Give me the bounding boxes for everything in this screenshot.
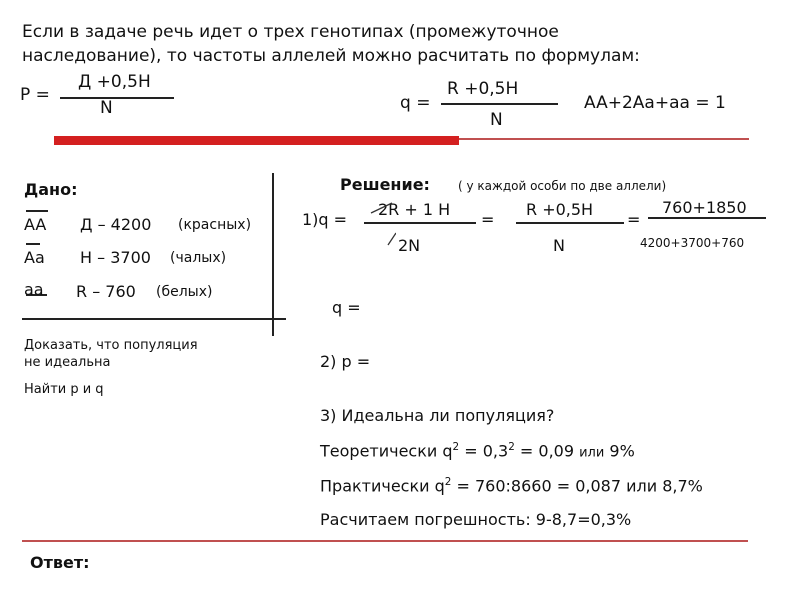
formula-q-numerator: R +0,5H <box>447 79 519 99</box>
formula-q-lhs: q = <box>400 93 431 113</box>
frac3-denominator: 4200+3700+760 <box>640 236 745 250</box>
answer-rule <box>22 540 748 542</box>
solution-subtitle: ( у каждой особи по две аллели) <box>458 179 667 193</box>
frac3-bar <box>648 217 766 219</box>
given-note-red: (красных) <box>178 217 252 233</box>
formula-p-fraction-bar <box>60 97 174 99</box>
frac2-bar <box>516 222 624 224</box>
formula-p-denominator: N <box>100 98 113 118</box>
theory-or: или <box>579 445 605 461</box>
given-genotype-aa-hetero: Aa <box>24 248 45 267</box>
error-line: Расчитаем погрешность: 9-8,7=0,3% <box>320 510 632 529</box>
practice-rest: = 760:8660 = 0,087 или 8,7% <box>451 476 703 496</box>
given-note-roan: (чалых) <box>170 250 227 266</box>
accent-bar <box>54 136 459 145</box>
intro-line-2: наследование), то частоты аллелей можно расчитать по формулам: <box>22 46 640 66</box>
cancel-strokes <box>366 193 396 263</box>
theory-value: = 0,09 <box>514 441 580 461</box>
given-horizontal-divider <box>22 318 286 320</box>
find-line: Найти р и q <box>24 382 104 397</box>
practice-line <box>320 476 703 495</box>
theory-mid: = 0,3 <box>459 441 509 461</box>
frac3-numerator: 760+1850 <box>662 198 747 217</box>
solution-title: Решение: <box>340 175 430 194</box>
frac1-denominator: 2N <box>398 236 421 255</box>
theory-sup: 2 <box>452 441 460 453</box>
frac1-numerator: 2R + 1 H <box>378 200 451 219</box>
cancel-stroke-top <box>371 203 392 213</box>
given-genotype-aa-recessive: aa <box>24 280 44 299</box>
formula-q-fraction-bar <box>441 103 558 105</box>
accent-rule <box>459 138 749 140</box>
given-label-h: H – 3700 <box>80 248 151 267</box>
intro-line-1: Если в задаче речь идет о трех генотипах (промежуточное <box>22 22 559 42</box>
frac2-denominator: N <box>553 236 565 255</box>
prove-line-2: не идеальна <box>24 355 111 370</box>
prove-line-1: Доказать, что популяция <box>24 338 198 353</box>
formula-p-lhs: P = <box>20 85 50 105</box>
formula-q-denominator: N <box>490 110 503 130</box>
given-vertical-divider <box>272 173 274 336</box>
equals-1: = <box>481 210 495 229</box>
theory-prefix: Теоретически q <box>320 441 453 461</box>
frac2-numerator: R +0,5H <box>526 200 594 219</box>
step2-p: 2) p = <box>320 352 371 371</box>
step3-question: 3) Идеальна ли популяция? <box>320 406 555 425</box>
step1-prefix: 1)q = <box>302 210 348 229</box>
given-note-white: (белых) <box>156 284 213 300</box>
given-label-d: Д – 4200 <box>80 215 152 234</box>
overline-aa-hetero <box>26 243 40 245</box>
formula-sum: AA+2Aa+aa = 1 <box>584 93 726 113</box>
answer-label: Ответ: <box>30 553 90 572</box>
equals-2: = <box>627 210 641 229</box>
practice-sup: 2 <box>444 476 452 488</box>
given-title: Дано: <box>24 180 78 199</box>
theory-sup2: 2 <box>508 441 515 453</box>
q-result: q = <box>332 298 361 317</box>
overline-aa <box>26 210 48 212</box>
given-genotype-aa: AA <box>24 215 47 234</box>
given-label-r: R – 760 <box>76 282 136 301</box>
practice-prefix: Практически q <box>320 476 445 496</box>
theory-line <box>320 441 635 460</box>
cancel-stroke-bottom <box>388 233 396 245</box>
formula-p-numerator: Д +0,5Н <box>78 72 151 92</box>
theory-percent: 9% <box>604 441 635 461</box>
